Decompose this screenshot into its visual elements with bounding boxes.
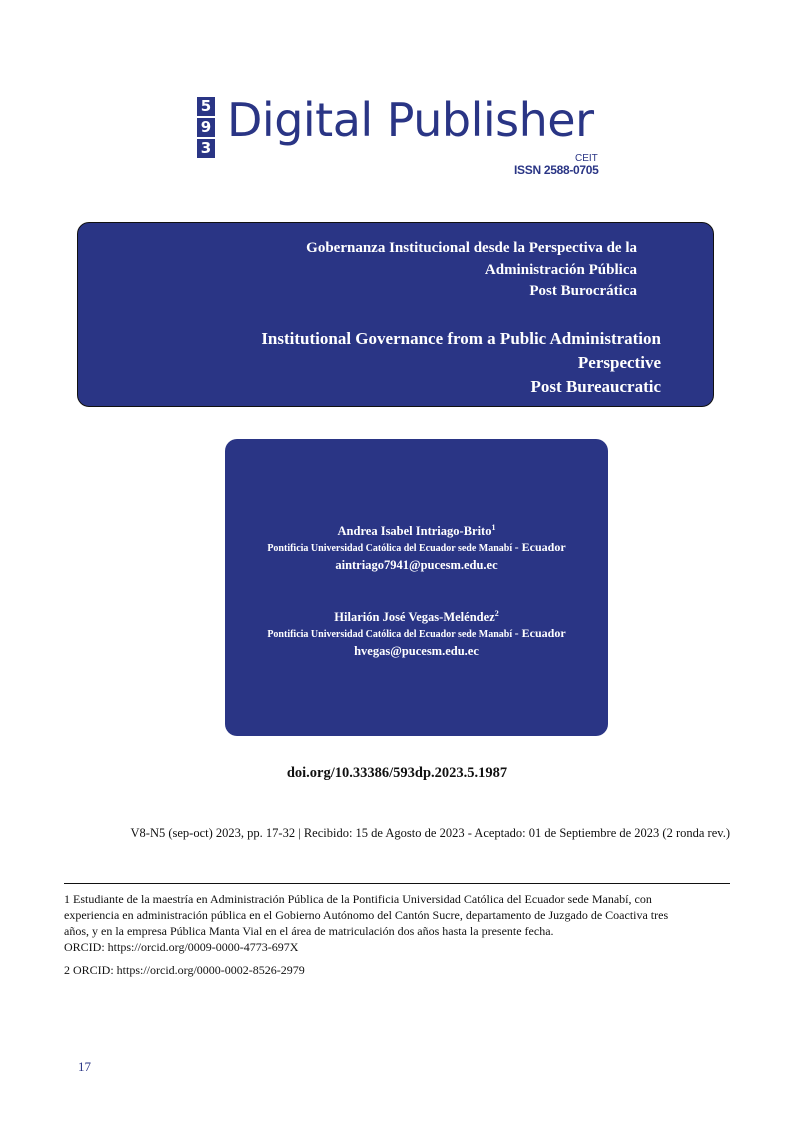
author-block xyxy=(225,519,608,574)
author-country: - Ecuador xyxy=(514,540,566,555)
author-institution xyxy=(225,626,608,642)
author-email[interactable]: hvegas@pucesm.edu.ec xyxy=(354,644,479,659)
footnote-divider xyxy=(64,883,730,884)
footnote-2[interactable]: 2 ORCID: https://orcid.org/0000-0002-8526-2979 xyxy=(64,963,305,977)
title-spanish-line: Post Burocrática xyxy=(529,283,637,299)
footnote-line: experiencia en administración pública en el Gobierno Autónomo del Cantón Sucre, departamento de Juzgado de Coactiva tres xyxy=(64,908,669,922)
page-number: 17 xyxy=(78,1059,91,1074)
logo-issn: ISSN 2588-0705 xyxy=(514,163,599,177)
title-spanish xyxy=(157,238,637,303)
title-spanish-line: Gobernanza Institucional desde la Perspectiva de la xyxy=(306,240,637,256)
title-english-line: Perspective xyxy=(577,353,661,372)
author-name xyxy=(225,605,608,626)
logo-name: Digital Publisher xyxy=(227,93,594,147)
author-name-text: Hilarión José Vegas-Meléndez xyxy=(334,610,495,625)
title-english-line: Institutional Governance from a Public Administration xyxy=(261,329,661,348)
author-block xyxy=(225,605,608,660)
logo-digit-stack xyxy=(197,97,217,160)
authors-box xyxy=(225,439,608,736)
author-name-text: Andrea Isabel Intriago-Brito xyxy=(337,524,492,539)
title-spanish-line: Administración Pública xyxy=(484,261,637,278)
footnote-line: años, y en la empresa Pública Manta Vial en el área de matriculación dos años hasta la presente fecha. xyxy=(64,924,554,938)
doi-link[interactable]: doi.org/10.33386/593dp.2023.5.1987 xyxy=(286,765,508,781)
article-meta: V8-N5 (sep-oct) 2023, pp. 17-32 | Recibido: 15 de Agosto de 2023 - Aceptado: 01 de Septiembre de 2023 (2 ronda rev.) xyxy=(130,826,730,840)
logo-digit: 3 xyxy=(197,139,215,158)
title-english-line: Post Bureaucratic xyxy=(530,377,661,396)
title-english xyxy=(141,327,661,399)
author-footnote-marker: 1 xyxy=(491,523,496,532)
logo-ceit: CEIT xyxy=(575,153,598,164)
journal-logo xyxy=(197,93,617,183)
author-institution xyxy=(225,540,608,556)
author-name xyxy=(225,519,608,540)
title-box xyxy=(77,222,714,407)
author-email[interactable]: aintriago7941@pucesm.edu.ec xyxy=(335,558,498,573)
author-footnote-marker: 2 xyxy=(494,609,499,618)
footnote-line: 1 Estudiante de la maestría en Administración Pública de la Pontificia Universidad Católica del Ecuador sede Manabí, con xyxy=(64,892,652,906)
logo-digit: 5 xyxy=(197,97,215,116)
author-institution-text: Pontificia Universidad Católica del Ecuador sede Manabí xyxy=(267,543,513,555)
author-country: - Ecuador xyxy=(514,626,566,641)
footnote-1 xyxy=(64,891,730,955)
author-institution-text: Pontificia Universidad Católica del Ecuador sede Manabí xyxy=(267,629,513,641)
footnote-orcid-link[interactable]: ORCID: https://orcid.org/0009-0000-4773-697X xyxy=(64,940,299,954)
logo-digit: 9 xyxy=(197,118,215,137)
